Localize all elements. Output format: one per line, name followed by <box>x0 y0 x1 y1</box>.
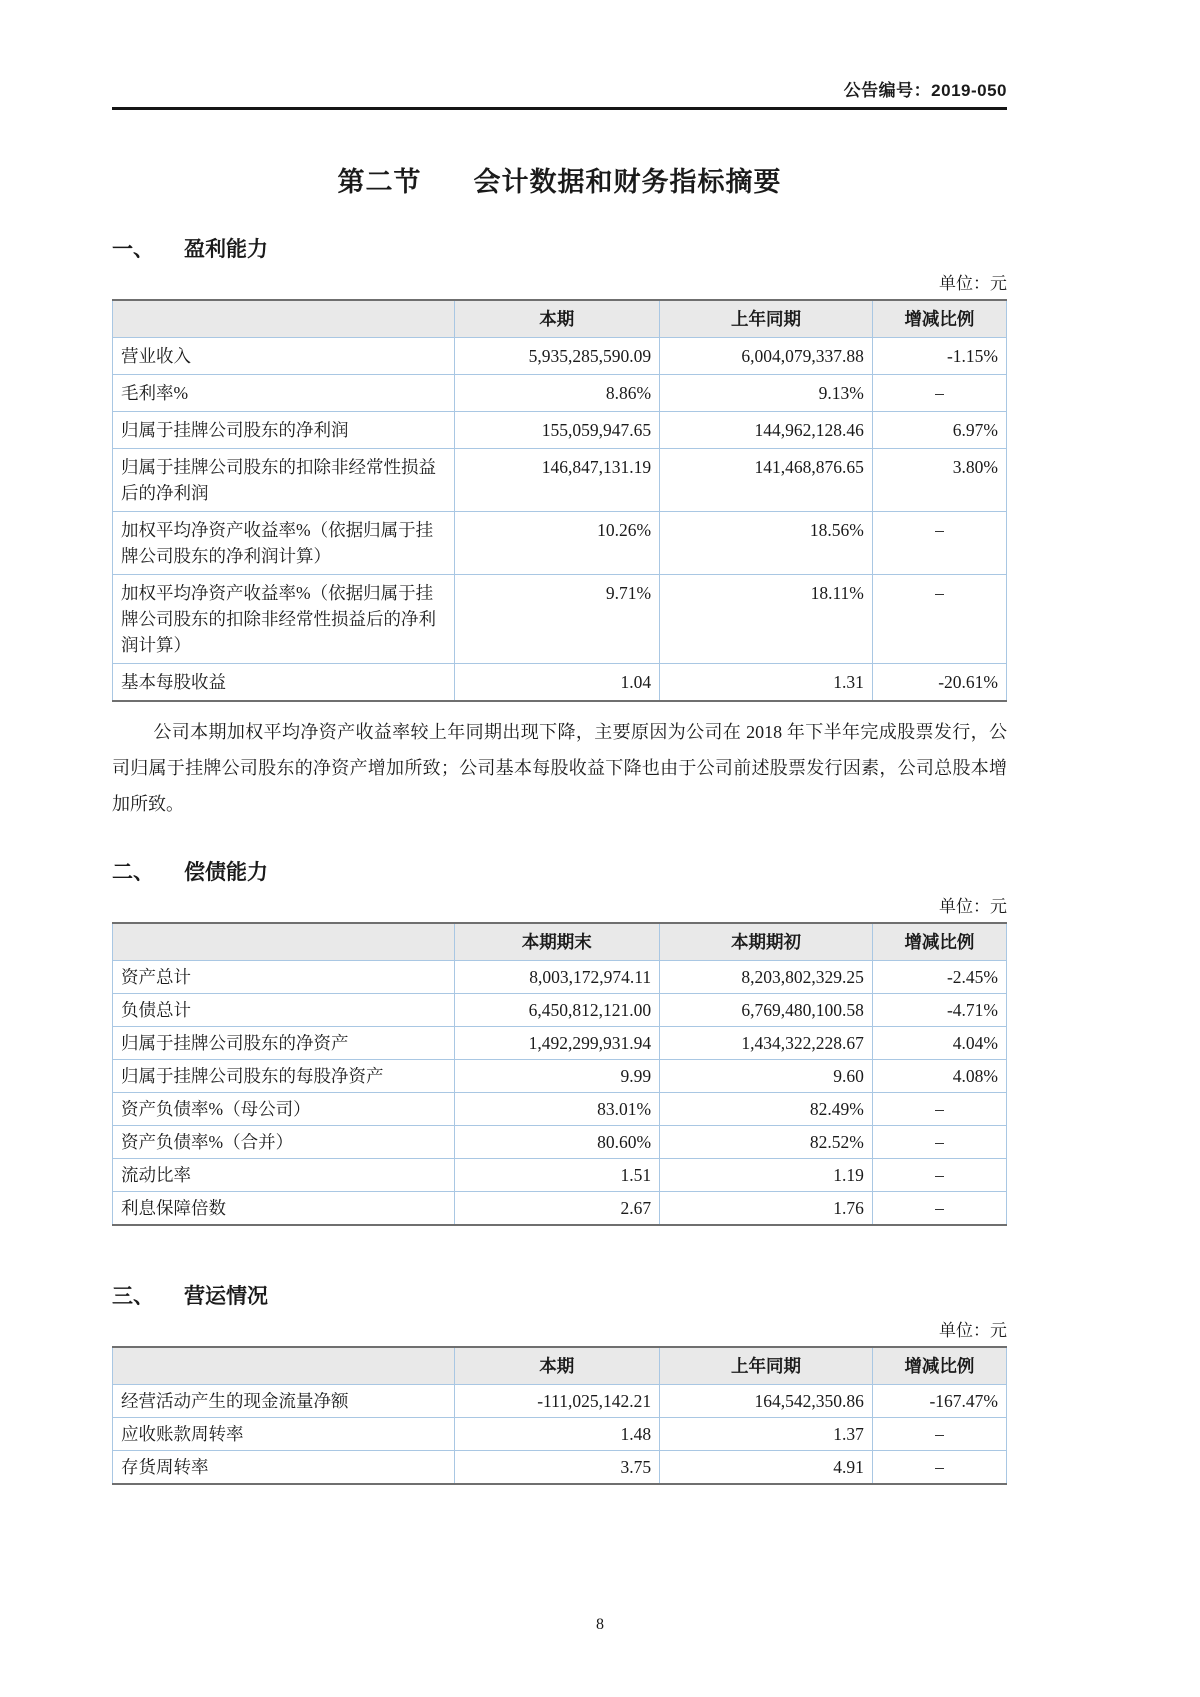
table-header-row <box>113 1347 1007 1385</box>
cell-value: 3.80% <box>872 449 1006 512</box>
cell-value: 164,542,350.86 <box>660 1385 873 1418</box>
section-number: 三、 <box>112 1285 154 1308</box>
cell-value: 6,450,812,121.00 <box>454 994 660 1027</box>
row-label: 存货周转率 <box>113 1451 455 1485</box>
section-solvency <box>112 856 1007 1226</box>
cell-value: 9.99 <box>454 1060 660 1093</box>
row-label: 加权平均净资产收益率%（依据归属于挂牌公司股东的净利润计算） <box>113 512 455 575</box>
row-label: 利息保障倍数 <box>113 1192 455 1226</box>
column-header: 本期期末 <box>454 923 660 961</box>
row-label: 资产总计 <box>113 961 455 994</box>
column-header: 增减比例 <box>872 300 1006 338</box>
cell-value: 2.67 <box>454 1192 660 1226</box>
unit-label: 单位：元 <box>939 1321 1007 1340</box>
row-label: 流动比率 <box>113 1159 455 1192</box>
section-number: 二、 <box>112 861 154 884</box>
cell-value: 8,003,172,974.11 <box>454 961 660 994</box>
table-row <box>113 664 1007 702</box>
cell-value: – <box>872 512 1006 575</box>
cell-value: – <box>872 1159 1006 1192</box>
announcement-number: 公告编号：2019-050 <box>843 81 1007 100</box>
cell-value: -20.61% <box>872 664 1006 702</box>
title-text: 会计数据和财务指标摘要 <box>473 167 782 197</box>
row-label: 资产负债率%（母公司） <box>113 1093 455 1126</box>
column-header: 增减比例 <box>872 1347 1006 1385</box>
cell-value: 3.75 <box>454 1451 660 1485</box>
table-row <box>113 1192 1007 1226</box>
cell-value: 1.31 <box>660 664 873 702</box>
column-header <box>113 300 455 338</box>
explanatory-note: 公司本期加权平均净资产收益率较上年同期出现下降，主要原因为公司在 2018 年下半年完成股票发行，公司归属于挂牌公司股东的净资产增加所致；公司基本每股收益下降也由于公司前述股票发行因素，公司总股本增加所致。 <box>112 722 1007 814</box>
page-content <box>112 0 1007 1485</box>
section-profitability <box>112 233 1007 822</box>
table-row <box>113 1126 1007 1159</box>
column-header <box>113 923 455 961</box>
section-heading-solvency <box>112 856 1007 886</box>
row-label: 应收账款周转率 <box>113 1418 455 1451</box>
cell-value: 1.37 <box>660 1418 873 1451</box>
cell-value: 80.60% <box>454 1126 660 1159</box>
table-row <box>113 1060 1007 1093</box>
row-label: 毛利率% <box>113 375 455 412</box>
row-label: 营业收入 <box>113 338 455 375</box>
cell-value: 18.56% <box>660 512 873 575</box>
section-number: 一、 <box>112 238 154 261</box>
cell-value: 4.08% <box>872 1060 1006 1093</box>
table-row <box>113 375 1007 412</box>
row-label: 基本每股收益 <box>113 664 455 702</box>
column-header: 增减比例 <box>872 923 1006 961</box>
cell-value: – <box>872 1451 1006 1485</box>
cell-value: -1.15% <box>872 338 1006 375</box>
table-row <box>113 1451 1007 1485</box>
cell-value: 6,004,079,337.88 <box>660 338 873 375</box>
cell-value: – <box>872 575 1006 664</box>
cell-value: – <box>872 1418 1006 1451</box>
cell-value: 82.49% <box>660 1093 873 1126</box>
column-header: 上年同期 <box>660 1347 873 1385</box>
table-row <box>113 1385 1007 1418</box>
cell-value: -111,025,142.21 <box>454 1385 660 1418</box>
column-header: 本期期初 <box>660 923 873 961</box>
page-title <box>112 160 1007 199</box>
row-label: 经营活动产生的现金流量净额 <box>113 1385 455 1418</box>
cell-value: 5,935,285,590.09 <box>454 338 660 375</box>
cell-value: -4.71% <box>872 994 1006 1027</box>
page-number: 8 <box>596 1616 604 1633</box>
row-label: 归属于挂牌公司股东的净资产 <box>113 1027 455 1060</box>
cell-value: 1.76 <box>660 1192 873 1226</box>
header-rule <box>112 107 1007 110</box>
cell-value: 141,468,876.65 <box>660 449 873 512</box>
row-label: 资产负债率%（合并） <box>113 1126 455 1159</box>
cell-value: 9.60 <box>660 1060 873 1093</box>
cell-value: 155,059,947.65 <box>454 412 660 449</box>
cell-value: 4.04% <box>872 1027 1006 1060</box>
cell-value: 6,769,480,100.58 <box>660 994 873 1027</box>
cell-value: -2.45% <box>872 961 1006 994</box>
cell-value: 144,962,128.46 <box>660 412 873 449</box>
cell-value: – <box>872 1192 1006 1226</box>
table-row <box>113 575 1007 664</box>
section-heading-profitability <box>112 233 1007 263</box>
table-row <box>113 1159 1007 1192</box>
unit-label: 单位：元 <box>939 897 1007 916</box>
table-row <box>113 512 1007 575</box>
profitability-table <box>112 299 1007 702</box>
cell-value: 1.04 <box>454 664 660 702</box>
cell-value: -167.47% <box>872 1385 1006 1418</box>
section-operations <box>112 1280 1007 1485</box>
column-header <box>113 1347 455 1385</box>
table-row <box>113 994 1007 1027</box>
table-body <box>113 338 1007 702</box>
cell-value: 10.26% <box>454 512 660 575</box>
cell-value: 1.48 <box>454 1418 660 1451</box>
solvency-table <box>112 922 1007 1226</box>
section-heading-label: 盈利能力 <box>184 238 268 261</box>
row-label: 归属于挂牌公司股东的扣除非经常性损益后的净利润 <box>113 449 455 512</box>
cell-value: 6.97% <box>872 412 1006 449</box>
cell-value: 8,203,802,329.25 <box>660 961 873 994</box>
cell-value: 4.91 <box>660 1451 873 1485</box>
cell-value: 9.13% <box>660 375 873 412</box>
cell-value: – <box>872 375 1006 412</box>
table-row <box>113 338 1007 375</box>
cell-value: 146,847,131.19 <box>454 449 660 512</box>
cell-value: 8.86% <box>454 375 660 412</box>
row-label: 加权平均净资产收益率%（依据归属于挂牌公司股东的扣除非经常性损益后的净利润计算） <box>113 575 455 664</box>
cell-value: – <box>872 1126 1006 1159</box>
column-header: 本期 <box>454 1347 660 1385</box>
table-row <box>113 961 1007 994</box>
column-header: 上年同期 <box>660 300 873 338</box>
cell-value: 1,492,299,931.94 <box>454 1027 660 1060</box>
cell-value: 1.51 <box>454 1159 660 1192</box>
column-header: 本期 <box>454 300 660 338</box>
row-label: 负债总计 <box>113 994 455 1027</box>
table-row <box>113 449 1007 512</box>
section-heading-operations <box>112 1280 1007 1310</box>
table-body <box>113 1385 1007 1485</box>
table-header-row <box>113 923 1007 961</box>
cell-value: 83.01% <box>454 1093 660 1126</box>
table-row <box>113 1418 1007 1451</box>
row-label: 归属于挂牌公司股东的每股净资产 <box>113 1060 455 1093</box>
table-row <box>113 1027 1007 1060</box>
cell-value: – <box>872 1093 1006 1126</box>
unit-label: 单位：元 <box>939 274 1007 293</box>
table-row <box>113 1093 1007 1126</box>
operations-table <box>112 1346 1007 1485</box>
section-heading-label: 营运情况 <box>184 1285 268 1308</box>
table-header-row <box>113 300 1007 338</box>
row-label: 归属于挂牌公司股东的净利润 <box>113 412 455 449</box>
cell-value: 1,434,322,228.67 <box>660 1027 873 1060</box>
section-heading-label: 偿债能力 <box>184 861 268 884</box>
cell-value: 1.19 <box>660 1159 873 1192</box>
table-row <box>113 412 1007 449</box>
cell-value: 82.52% <box>660 1126 873 1159</box>
title-section-number: 第二节 <box>337 167 422 197</box>
cell-value: 9.71% <box>454 575 660 664</box>
table-body <box>113 961 1007 1226</box>
cell-value: 18.11% <box>660 575 873 664</box>
